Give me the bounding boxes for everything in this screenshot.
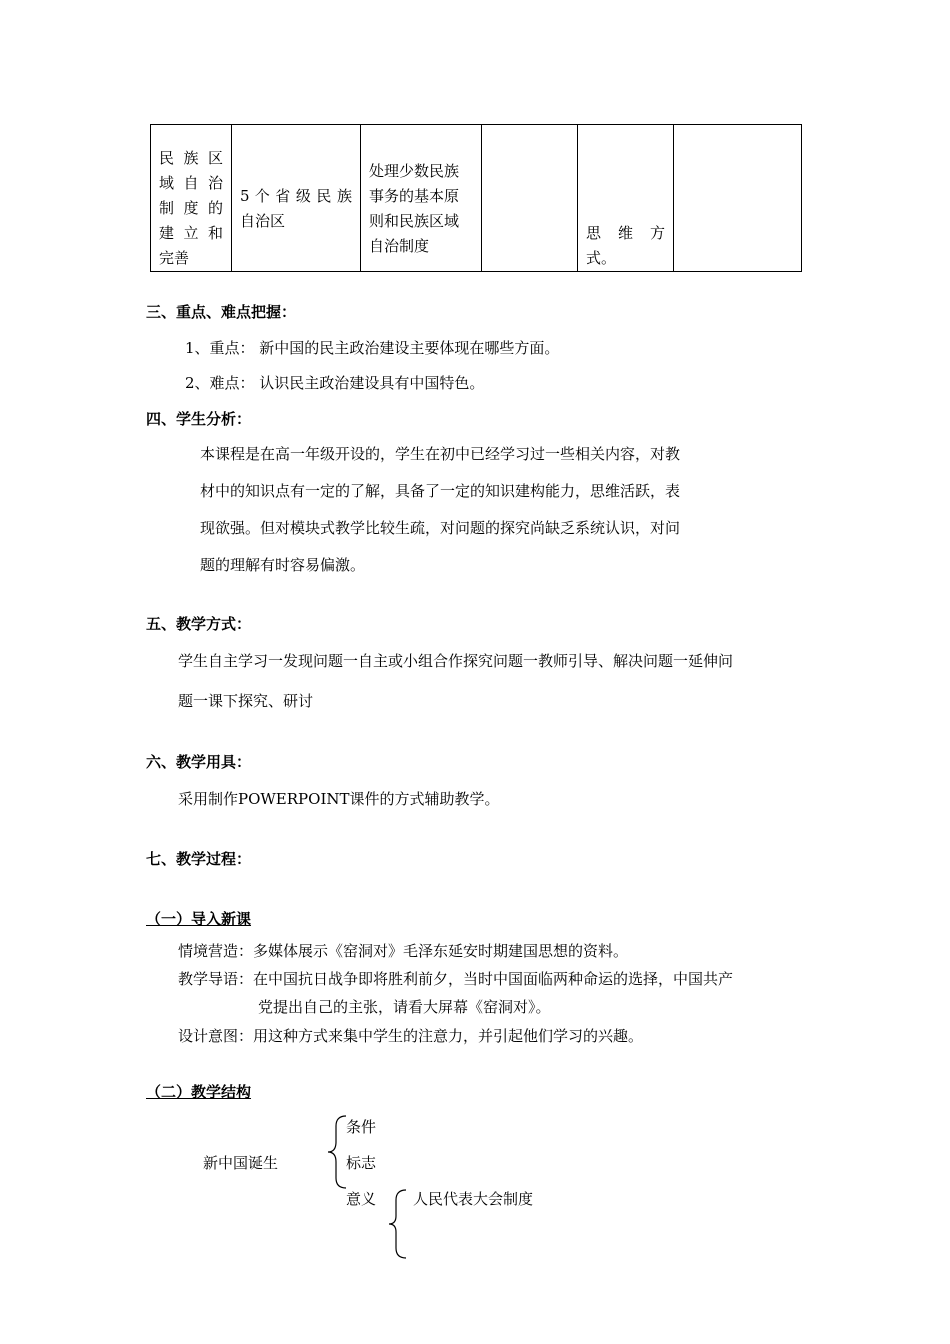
subsection-heading-intro: （一）导入新课 xyxy=(146,910,252,928)
student-analysis-paragraph: 本课程是在高一年级开设的，学生在初中已经学习过一些相关内容，对教 材中的知识点有一定的了解，具备了一定的知识建构能力，思维活跃，表 现欲强。但对模块式教学比较生疏，对问题的探究尚缺乏系统认识，对问 题的理解有时容易偏激。 xyxy=(200,445,681,574)
teaching-guide-line: 党提出自己的主张，请看大屏幕《窑洞对》。 xyxy=(258,998,551,1016)
section-heading-teaching-tools: 六、教学用具： xyxy=(146,753,252,771)
structure-branch-significance: 意义 xyxy=(346,1190,377,1208)
key-point-item: 1、重点： 新中国的民主政治建设主要体现在哪些方面。 xyxy=(185,339,560,357)
structure-sub-brace-icon xyxy=(384,1186,414,1262)
teaching-method-line: 题一课下探究、研讨 xyxy=(178,692,314,710)
table-cell-principle: 处理少数民族 事务的基本原 则和民族区域 自治制度 xyxy=(361,125,482,272)
section-heading-teaching-method: 五、教学方式： xyxy=(146,615,252,633)
section-heading-teaching-process: 七、教学过程： xyxy=(146,850,252,868)
difficult-point-item: 2、难点： 认识民主政治建设具有中国特色。 xyxy=(185,374,485,392)
structure-root-label: 新中国诞生 xyxy=(203,1154,279,1172)
structure-sub-branch-label: 人民代表大会制度 xyxy=(413,1190,534,1208)
summary-table xyxy=(150,124,802,272)
table-cell-topic: 民 族 区 域 自 治 制 度 的 建 立 和 完善 xyxy=(151,125,232,272)
table-cell-empty xyxy=(674,125,802,272)
teaching-guide-line: 教学导语：在中国抗日战争即将胜利前夕，当时中国面临两种命运的选择，中国共产 xyxy=(178,970,734,988)
design-intent-line: 设计意图：用这种方式来集中学生的注意力，并引起他们学习的兴趣。 xyxy=(178,1027,644,1045)
teaching-tools-line: 采用制作POWERPOINT课件的方式辅助教学。 xyxy=(178,790,500,808)
table-cell-method: 思 维 方 式。 xyxy=(578,125,674,272)
table-row xyxy=(151,125,802,272)
structure-branch-condition: 条件 xyxy=(346,1118,377,1136)
section-heading-student-analysis: 四、学生分析： xyxy=(146,410,252,428)
table-cell-content: 5 个 省 级 民 族 自治区 xyxy=(232,125,361,272)
scene-setting-line: 情境营造：多媒体展示《窑洞对》毛泽东延安时期建国思想的资料。 xyxy=(178,942,629,960)
table-cell-empty xyxy=(482,125,578,272)
structure-branch-symbol: 标志 xyxy=(346,1154,377,1172)
subsection-heading-structure: （二）教学结构 xyxy=(146,1083,252,1101)
section-heading-key-points: 三、重点、难点把握： xyxy=(146,303,297,321)
teaching-method-line: 学生自主学习一发现问题一自主或小组合作探究问题一教师引导、解决问题一延伸问 xyxy=(178,652,734,670)
